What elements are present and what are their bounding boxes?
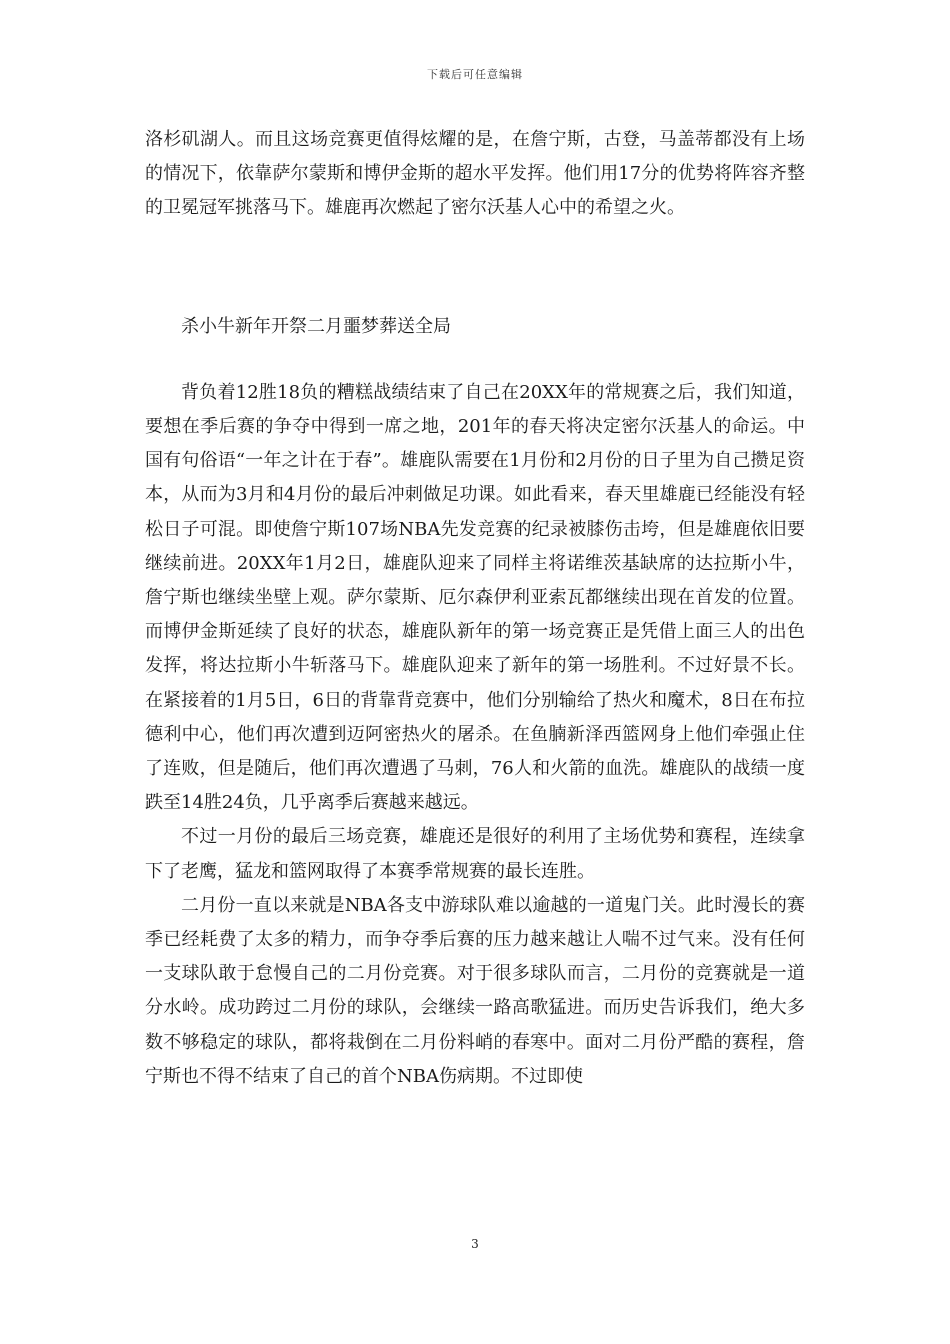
- body-paragraph-1: 背负着12胜18负的糟糕战绩结束了自己在20XX年的常规赛之后，我们知道，要想在季后赛的争夺中得到一席之地，201年的春天将决定密尔沃基人的命运。中国有句俗语“一年之计在于春”。雄鹿队需要在1月份和2月份的日子里为自己攒足资本，从而为3月和4月份的最后冲刺做足功课。如此看来，春天里雄鹿已经能没有轻松日子可混。即使詹宁斯107场NBA先发竞赛的纪录被膝伤击垮，但是雄鹿依旧要继续前进。20XX年1月2日，雄鹿队迎来了同样主将诺维茨基缺席的达拉斯小牛，詹宁斯也继续坐壁上观。萨尔蒙斯、厄尔森伊利亚索瓦都继续出现在首发的位置。而博伊金斯延续了良好的状态，雄鹿队新年的第一场竞赛正是凭借上面三人的出色发挥，将达拉斯小牛斩落马下。雄鹿队迎来了新年的第一场胜利。不过好景不长。在紧接着的1月5日，6日的背靠背竞赛中，他们分别输给了热火和魔术，8日在布拉德利中心，他们再次遭到迈阿密热火的屠杀。在鱼腩新泽西篮网身上他们牵强止住了连败，但是随后，他们再次遭遇了马刺，76人和火箭的血洗。雄鹿队的战绩一度跌至14胜24负，几乎离季后赛越来越远。: [145, 381, 805, 814]
- intro-paragraph: 洛杉矶湖人。而且这场竞赛更值得炫耀的是，在詹宁斯，古登，马盖蒂都没有上场的情况下，依靠萨尔蒙斯和博伊金斯的超水平发挥。他们用17分的优势将阵容齐整的卫冕冠军挑落马下。雄鹿再次燃起了密尔沃基人心中的希望之火。: [145, 129, 805, 219]
- document-body: [145, 123, 805, 1094]
- section-title: 杀小牛新年开祭二月噩梦葬送全局: [181, 315, 451, 337]
- body-paragraph-2: 不过一月份的最后三场竞赛，雄鹿还是很好的利用了主场优势和赛程，连续拿下了老鹰，猛龙和篮网取得了本赛季常规赛的最长连胜。: [145, 826, 805, 882]
- page-header: 下载后可任意编辑: [427, 68, 523, 81]
- page-number: 3: [471, 1237, 479, 1251]
- body-paragraph-3: 二月份一直以来就是NBA各支中游球队难以逾越的一道鬼门关。此时漫长的赛季已经耗费了太多的精力，而争夺季后赛的压力越来越让人喘不过气来。没有任何一支球队敢于怠慢自己的二月份竞赛。对于很多球队而言，二月份的竞赛就是一道分水岭。成功跨过二月份的球队，会继续一路高歌猛进。而历史告诉我们，绝大多数不够稳定的球队，都将栽倒在二月份料峭的春寒中。面对二月份严酷的赛程，詹宁斯也不得不结束了自己的首个NBA伤病期。不过即使: [145, 894, 805, 1087]
